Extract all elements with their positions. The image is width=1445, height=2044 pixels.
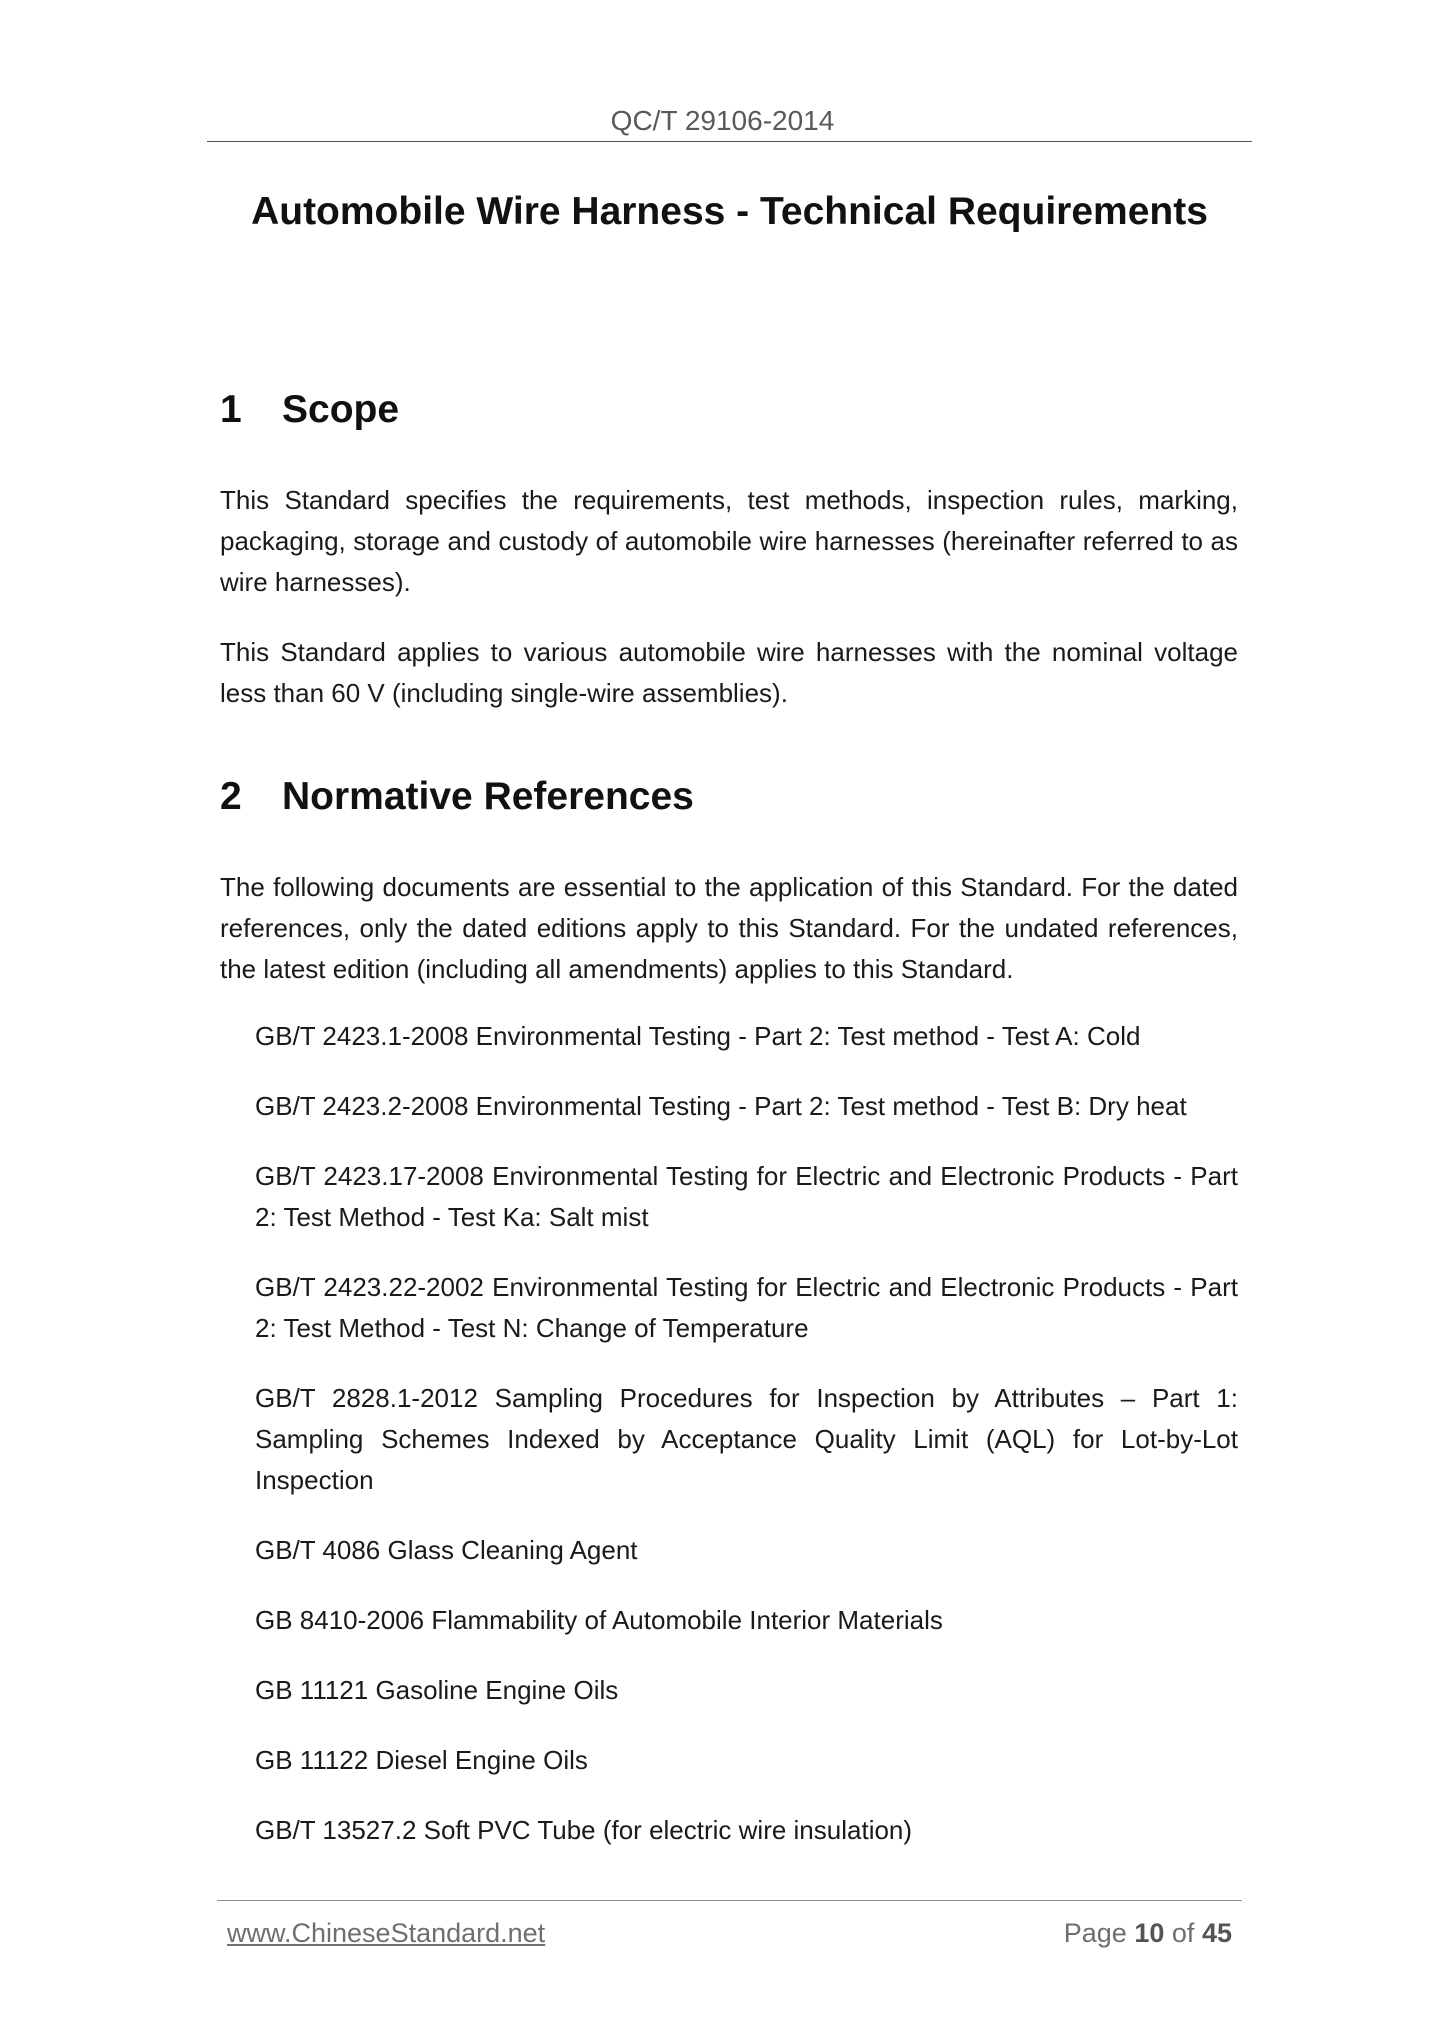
reference-item: GB 11122 Diesel Engine Oils <box>255 1745 588 1775</box>
normative-references-list <box>255 1016 1238 1880</box>
page-current-number: 10 <box>1134 1918 1165 1948</box>
header-doc-code: QC/T 29106-2014 <box>610 105 835 136</box>
page-total-number: 45 <box>1201 1918 1232 1948</box>
scope-paragraph-2: This Standard applies to various automobile wire harnesses with the nominal voltage less than 60 V (including single-wire assemblies). <box>220 637 1238 708</box>
website-link[interactable]: www.ChineseStandard.net <box>227 1918 546 1948</box>
page-prefix: Page <box>1063 1918 1127 1948</box>
header-divider <box>207 141 1252 142</box>
reference-item: GB/T 2423.22-2002 Environmental Testing for Electric and Electronic Products - Part 2: Test Method - Test N: Change of Temperature <box>255 1272 1238 1343</box>
page-indicator <box>1064 1918 1232 1949</box>
reference-item: GB/T 2423.17-2008 Environmental Testing for Electric and Electronic Products - Part 2: Test Method - Test Ka: Salt mist <box>255 1161 1238 1232</box>
reference-item: GB/T 4086 Glass Cleaning Agent <box>255 1535 638 1565</box>
reference-item: GB/T 13527.2 Soft PVC Tube (for electric wire insulation) <box>255 1815 913 1845</box>
section-2-title: Normative References <box>282 775 694 818</box>
section-1-number: 1 <box>220 388 242 431</box>
reference-item: GB 11121 Gasoline Engine Oils <box>255 1675 619 1705</box>
footer-divider <box>217 1900 1242 1901</box>
reference-item: GB/T 2423.2-2008 Environmental Testing - Part 2: Test method - Test B: Dry heat <box>255 1091 1187 1121</box>
document-title: Automobile Wire Harness - Technical Requirements <box>251 190 1208 233</box>
reference-item: GB/T 2423.1-2008 Environmental Testing - Part 2: Test method - Test A: Cold <box>255 1021 1141 1051</box>
section-1-title: Scope <box>282 388 400 431</box>
section-2-heading <box>220 775 694 819</box>
scope-paragraph-1: This Standard specifies the requirements, test methods, inspection rules, marking, packaging, storage and custody of automobile wire harnesses (hereinafter referred to as wire harnesses). <box>220 485 1238 597</box>
section-2-number: 2 <box>220 775 242 818</box>
reference-item: GB/T 2828.1-2012 Sampling Procedures for Inspection by Attributes – Part 1: Sampling Schemes Indexed by Acceptance Quality Limit (AQL) for Lot-by-Lot Inspection <box>255 1383 1238 1495</box>
reference-item: GB 8410-2006 Flammability of Automobile Interior Materials <box>255 1605 943 1635</box>
page-of: of <box>1171 1918 1195 1948</box>
section-1-heading <box>220 388 399 432</box>
references-intro-paragraph: The following documents are essential to the application of this Standard. For the dated references, only the dated editions apply to this Standard. For the undated references, the latest edition (including all amendments) applies to this Standard. <box>220 872 1238 984</box>
